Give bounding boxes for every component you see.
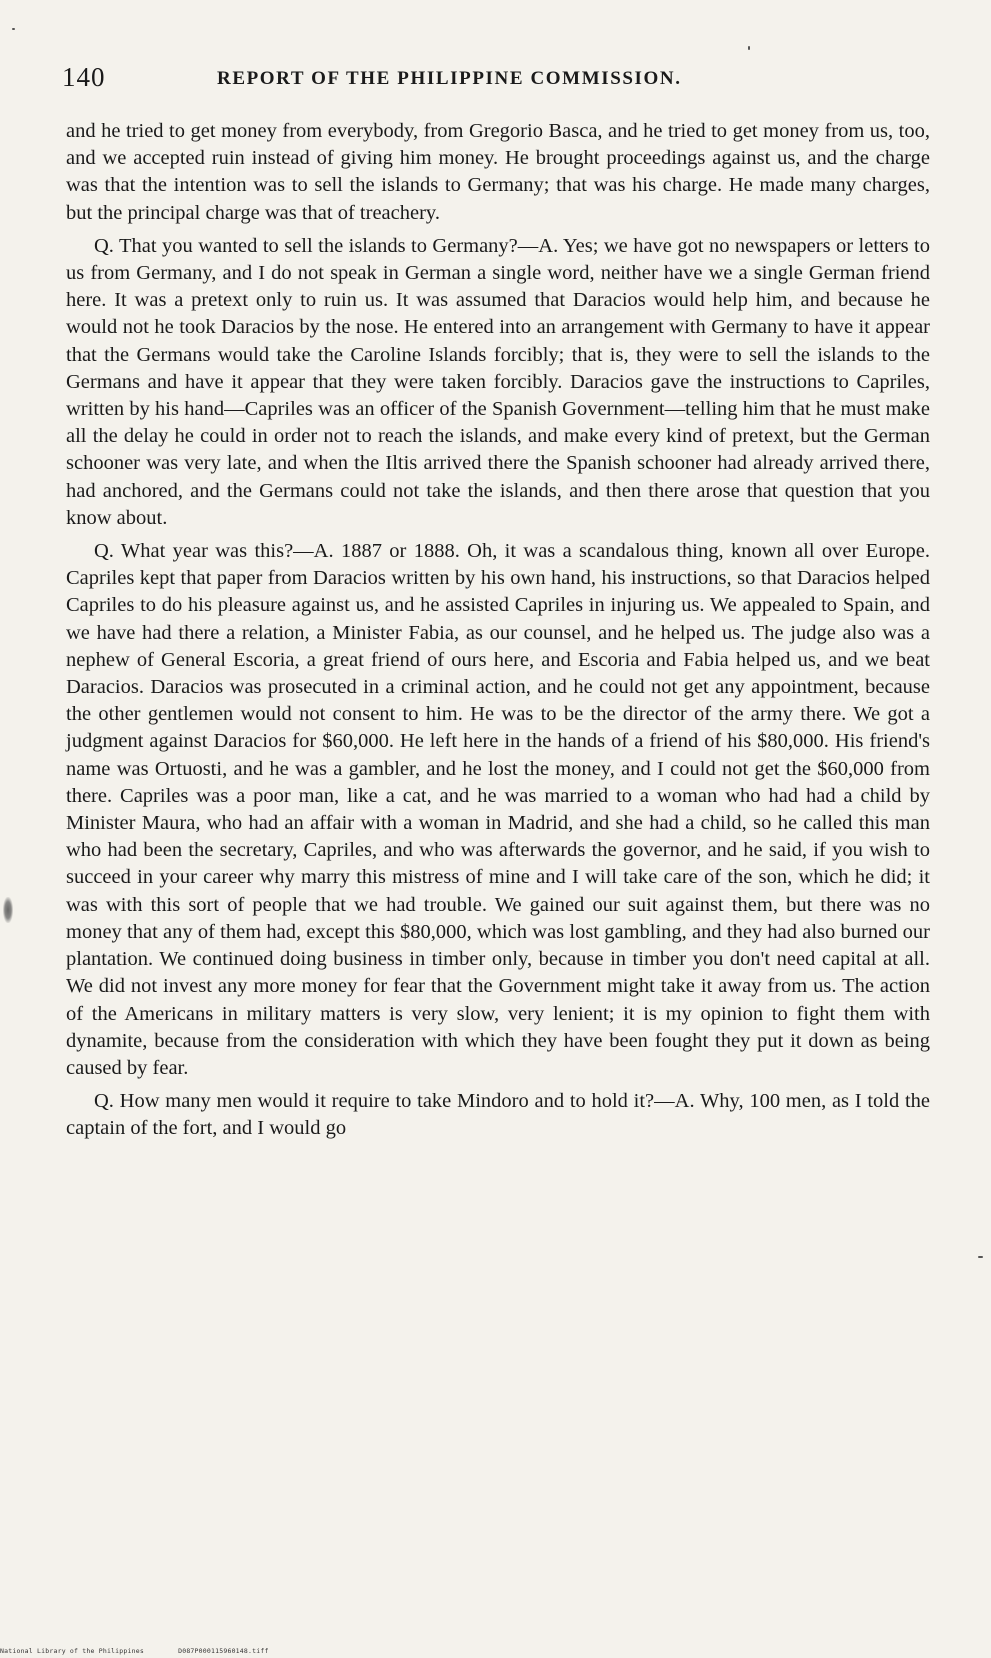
body-text (66, 118, 930, 1143)
paragraph-4: Q. How many men would it require to take Mindoro and to hold it?—A. Why, 100 men, as I told the captain of the fort, and I would go (66, 1090, 930, 1140)
scan-footer (0, 1647, 299, 1655)
paragraph-2: Q. That you wanted to sell the islands to Germany?—A. Yes; we have got no newspapers or letters to us from Germany, and I do not speak in German a single word, neither have we a single German friend here. It was a pretext only to ruin us. It was assumed that Daracios would help him, and because he would not he took Daracios by the nose. He entered into an arrangement with Germany to have it appear that the Germans would take the Caroline Islands forcibly; that is, they were to sell the islands to the Germans and have it appear that they were taken forcibly. Daracios gave the instructions to Capriles, written by his hand—Capriles was an officer of the Spanish Government—telling him that he must make all the delay he could in order not to reach the islands, and make every kind of pretext, but the German schooner was very late, and when the Iltis arrived there the Spanish schooner had already arrived there, had anchored, and the Germans could not take the islands, and then there arose that question that you know about. (66, 234, 930, 529)
speck-mark (12, 28, 15, 30)
paragraph-3: Q. What year was this?—A. 1887 or 1888. Oh, it was a scandalous thing, known all over Europe. Capriles kept that paper from Daracios written by his own hand, his instructions, so that Daracios helped Capriles to do his pleasure against us, and he assisted Capriles in injuring us. We appealed to Spain, and we have had there a relation, a Minister Fabia, as our counsel, and he helped us. The judge also was a nephew of General Escoria, a great friend of ours here, and Escoria and Fabia helped us, and we beat Daracios. Daracios was prosecuted in a criminal action, and he could not get any appointment, because the other gentlemen would not consent to him. He was to be the director of the army there. We got a judgment against Daracios for $60,000. He left here in the hands of a friend of his $80,000. His friend's name was Ortuosti, and he was a gambler, and he lost the money, and I could not get the $60,000 from there. Capriles was a poor man, like a cat, and he was married to a woman who had had a child by Minister Maura, who had an affair with a woman in Madrid, and she had a child, so he called this man who had been the secretary, Capriles, and who was afterwards the governor, and he said, if you wish to succeed in your career why marry this mistress of mine and I will take care of the son, which he did; it was with this sort of people that we had trouble. We gained our suit against them, but there was no money that any of them had, except this $80,000, which was lost gambling, and they had also burned our plantation. We continued doing business in timber only, because in timber you don't need capital at all. We did not invest any more money for fear that the Government might take it away from us. The action of the Americans in military matters is very slow, very lenient; it is my opinion to fight them with dynamite, because from the consideration with which they have been fought they put it down as being caused by fear. (66, 540, 930, 1079)
footer-file: D087P000115960148.tiff (178, 1647, 269, 1655)
page-header (62, 62, 930, 92)
speck-mark (978, 1256, 983, 1258)
footer-library: National Library of the Philippines (0, 1647, 144, 1655)
paragraph-1: and he tried to get money from everybody, from Gregorio Basca, and he tried to get money from us, too, and we accepted ruin instead of giving him money. He brought proceedings against us, and the charge was that the intention was to sell the islands to Germany; that was his charge. He made many charges, but the principal charge was that of treachery. (66, 120, 930, 224)
margin-smudge (3, 897, 13, 923)
speck-mark (748, 46, 750, 50)
running-head: REPORT OF THE PHILIPPINE COMMISSION. (217, 68, 682, 89)
page-number: 140 (62, 62, 106, 92)
